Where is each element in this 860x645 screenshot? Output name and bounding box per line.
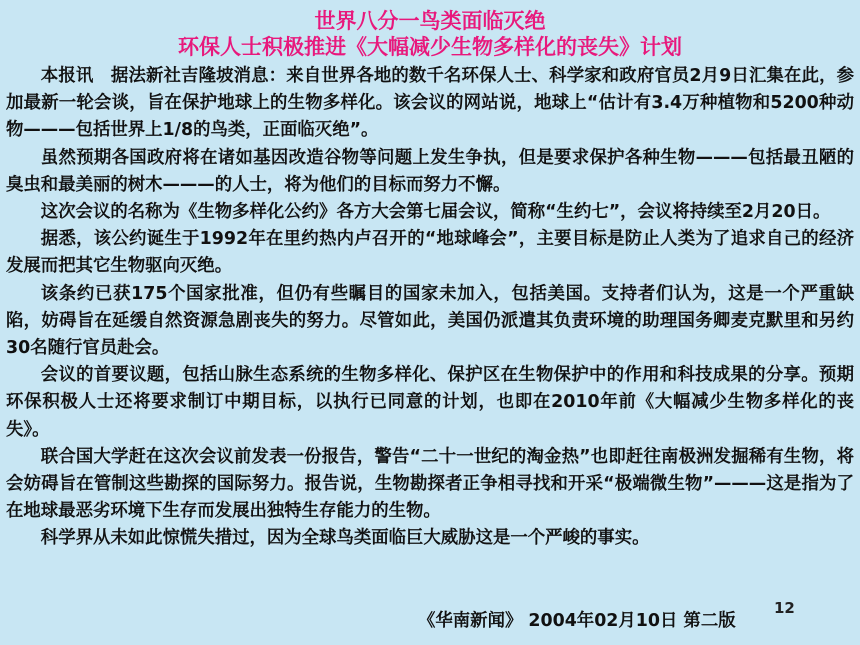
paragraph-6: 会议的首要议题，包括山脉生态系统的生物多样化、保护区在生物保护中的作用和科技成果的分享。预期环保积极人士还将要求制订中期目标，以执行已同意的计划，也即在2010年前《大幅减少生物多样化的丧失》。 [6,365,854,440]
source-line: 《华南新闻》 2004年02月10日 第二版 [418,611,736,631]
paragraph-3: 这次会议的名称为《生物多样化公约》各方大会第七届会议，简称“生约七”，会议将持续至2月20日。 [40,202,831,223]
page-number: 12 [774,599,795,617]
paragraph-2: 虽然预期各国政府将在诸如基因改造谷物等问题上发生争执，但是要求保护各种生物———包括最丑陋的臭虫和最美丽的树木———的人士，将为他们的目标而努力不懈。 [6,147,854,195]
paragraph-5: 该条约已获175个国家批准，但仍有些瞩目的国家未加入，包括美国。支持者们认为，这是一个严重缺陷，妨碍旨在延缓自然资源急剧丧失的努力。尽管如此，美国仍派遣其负责环境的助理国务卿麦克默里和另约30名随行官员赴会。 [6,283,854,359]
paragraph-7: 联合国大学赶在这次会议前发表一份报告，警告“二十一世纪的淘金热”也即赶往南极洲发掘稀有生物，将会妨碍旨在管制这些勘探的国际努力。报告说，生物勘探者正争相寻找和开采“极端微生物”———这是指为了在地球最恶劣环境下生存而发展出独特生存能力的生物。 [6,446,854,522]
article-body [6,63,854,553]
paragraph-1: 本报讯 据法新社吉隆坡消息：来自世界各地的数千名环保人士、科学家和政府官员2月9日汇集在此，参加最新一轮会谈，旨在保护地球上的生物多样化。该会议的网站说，地球上“估计有3.4万种植物和5200种动物———包括世界上1/8的鸟类，正面临灭绝”。 [6,66,854,141]
subheadline: 环保人士积极推进《大幅减少生物多样化的丧失》计划 [178,35,682,59]
paragraph-8: 科学界从未如此惊慌失措过，因为全球鸟类面临巨大威胁这是一个严峻的事实。 [40,528,650,549]
headline: 世界八分一鸟类面临灭绝 [314,9,546,33]
paragraph-4: 据悉，该公约诞生于1992年在里约热内卢召开的“地球峰会”，主要目标是防止人类为了追求自己的经济发展而把其它生物驱向灭绝。 [6,229,854,277]
